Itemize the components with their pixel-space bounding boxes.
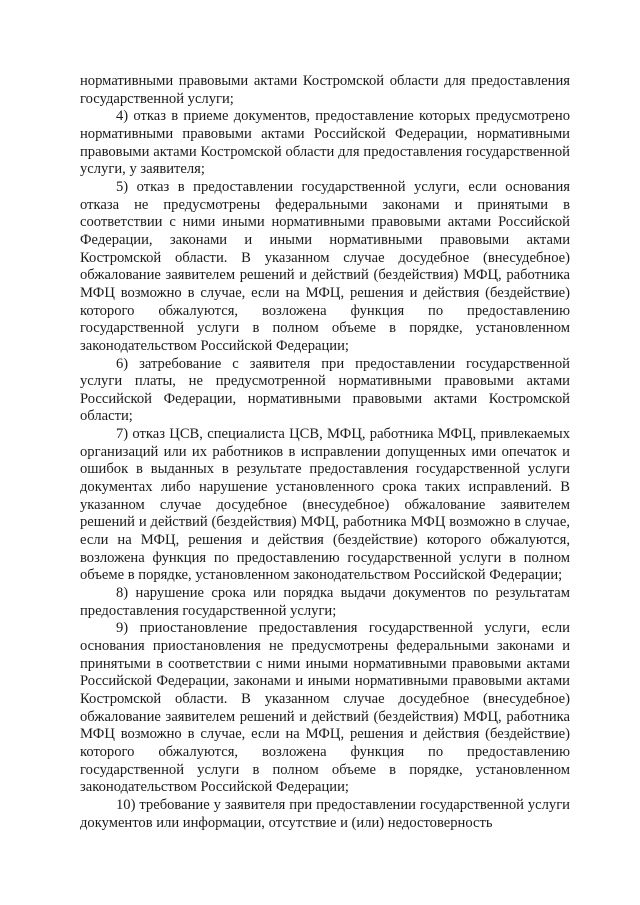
paragraph-item-10: 10) требование у заявителя при предоставлении государственной услуги документов или информации, отсутствие и (или) недостоверность <box>80 796 570 831</box>
paragraph-continuation: нормативными правовыми актами Костромской области для предоставления государственной услуги; <box>80 73 570 107</box>
paragraph-item-7: 7) отказ ЦСВ, специалиста ЦСВ, МФЦ, работника МФЦ, привлекаемых организаций или их работников в исправлении допущенных ими опечаток и ошибок в выданных в результате предоставления государственной услуги документах либо нарушение установленного срока таких исправлений. В указанном случае досудебное (внесудебное) обжалование заявителем решений и действий (бездействия) МФЦ, работника МФЦ возможно в случае, если на МФЦ, решения и действия (бездействие) которого обжалуются, возложена функция по предоставлению государственной услуги в полном объеме в порядке, установленном законодательством Российской Федерации; <box>80 426 570 584</box>
paragraph-item-4: 4) отказ в приеме документов, предоставление которых предусмотрено нормативными правовыми актами Российской Федерации, нормативными правовыми актами Костромской области для предоставления государственной услуги, у заявителя; <box>80 108 570 178</box>
paragraph-item-8: 8) нарушение срока или порядка выдачи документов по результатам предоставления государственной услуги; <box>80 585 570 619</box>
paragraph-item-9: 9) приостановление предоставления государственной услуги, если основания приостановления не предусмотрены федеральными законами и принятыми в соответствии с ними иными нормативными правовыми актами Российской Федерации, законами и иными нормативными правовыми актами Костромской области. В указанном случае досудебное (внесудебное) обжалование заявителем решений и действий (бездействия) МФЦ, работника МФЦ возможно в случае, если на МФЦ, решения и действия (бездействие) которого обжалуются, возложена функция по предоставлению государственной услуги в полном объеме в порядке, установленном законодательством Российской Федерации; <box>80 620 570 796</box>
document-body <box>80 73 570 832</box>
paragraph-item-6: 6) затребование с заявителя при предоставлении государственной услуги платы, не предусмотренной нормативными правовыми актами Российской Федерации, нормативными правовыми актами Костромской области; <box>80 355 570 425</box>
paragraph-item-5: 5) отказ в предоставлении государственной услуги, если основания отказа не предусмотрены федеральными законами и принятыми в соответствии с ними иными нормативными правовыми актами Российской Федерации, законами и иными нормативными правовыми актами Костромской области. В указанном случае досудебное (внесудебное) обжалование заявителем решений и действий (бездействия) МФЦ, работника МФЦ возможно в случае, если на МФЦ, решения и действия (бездействие) которого обжалуются, возложена функция по предоставлению государственной услуги в полном объеме в порядке, установленном законодательством Российской Федерации; <box>80 178 570 354</box>
